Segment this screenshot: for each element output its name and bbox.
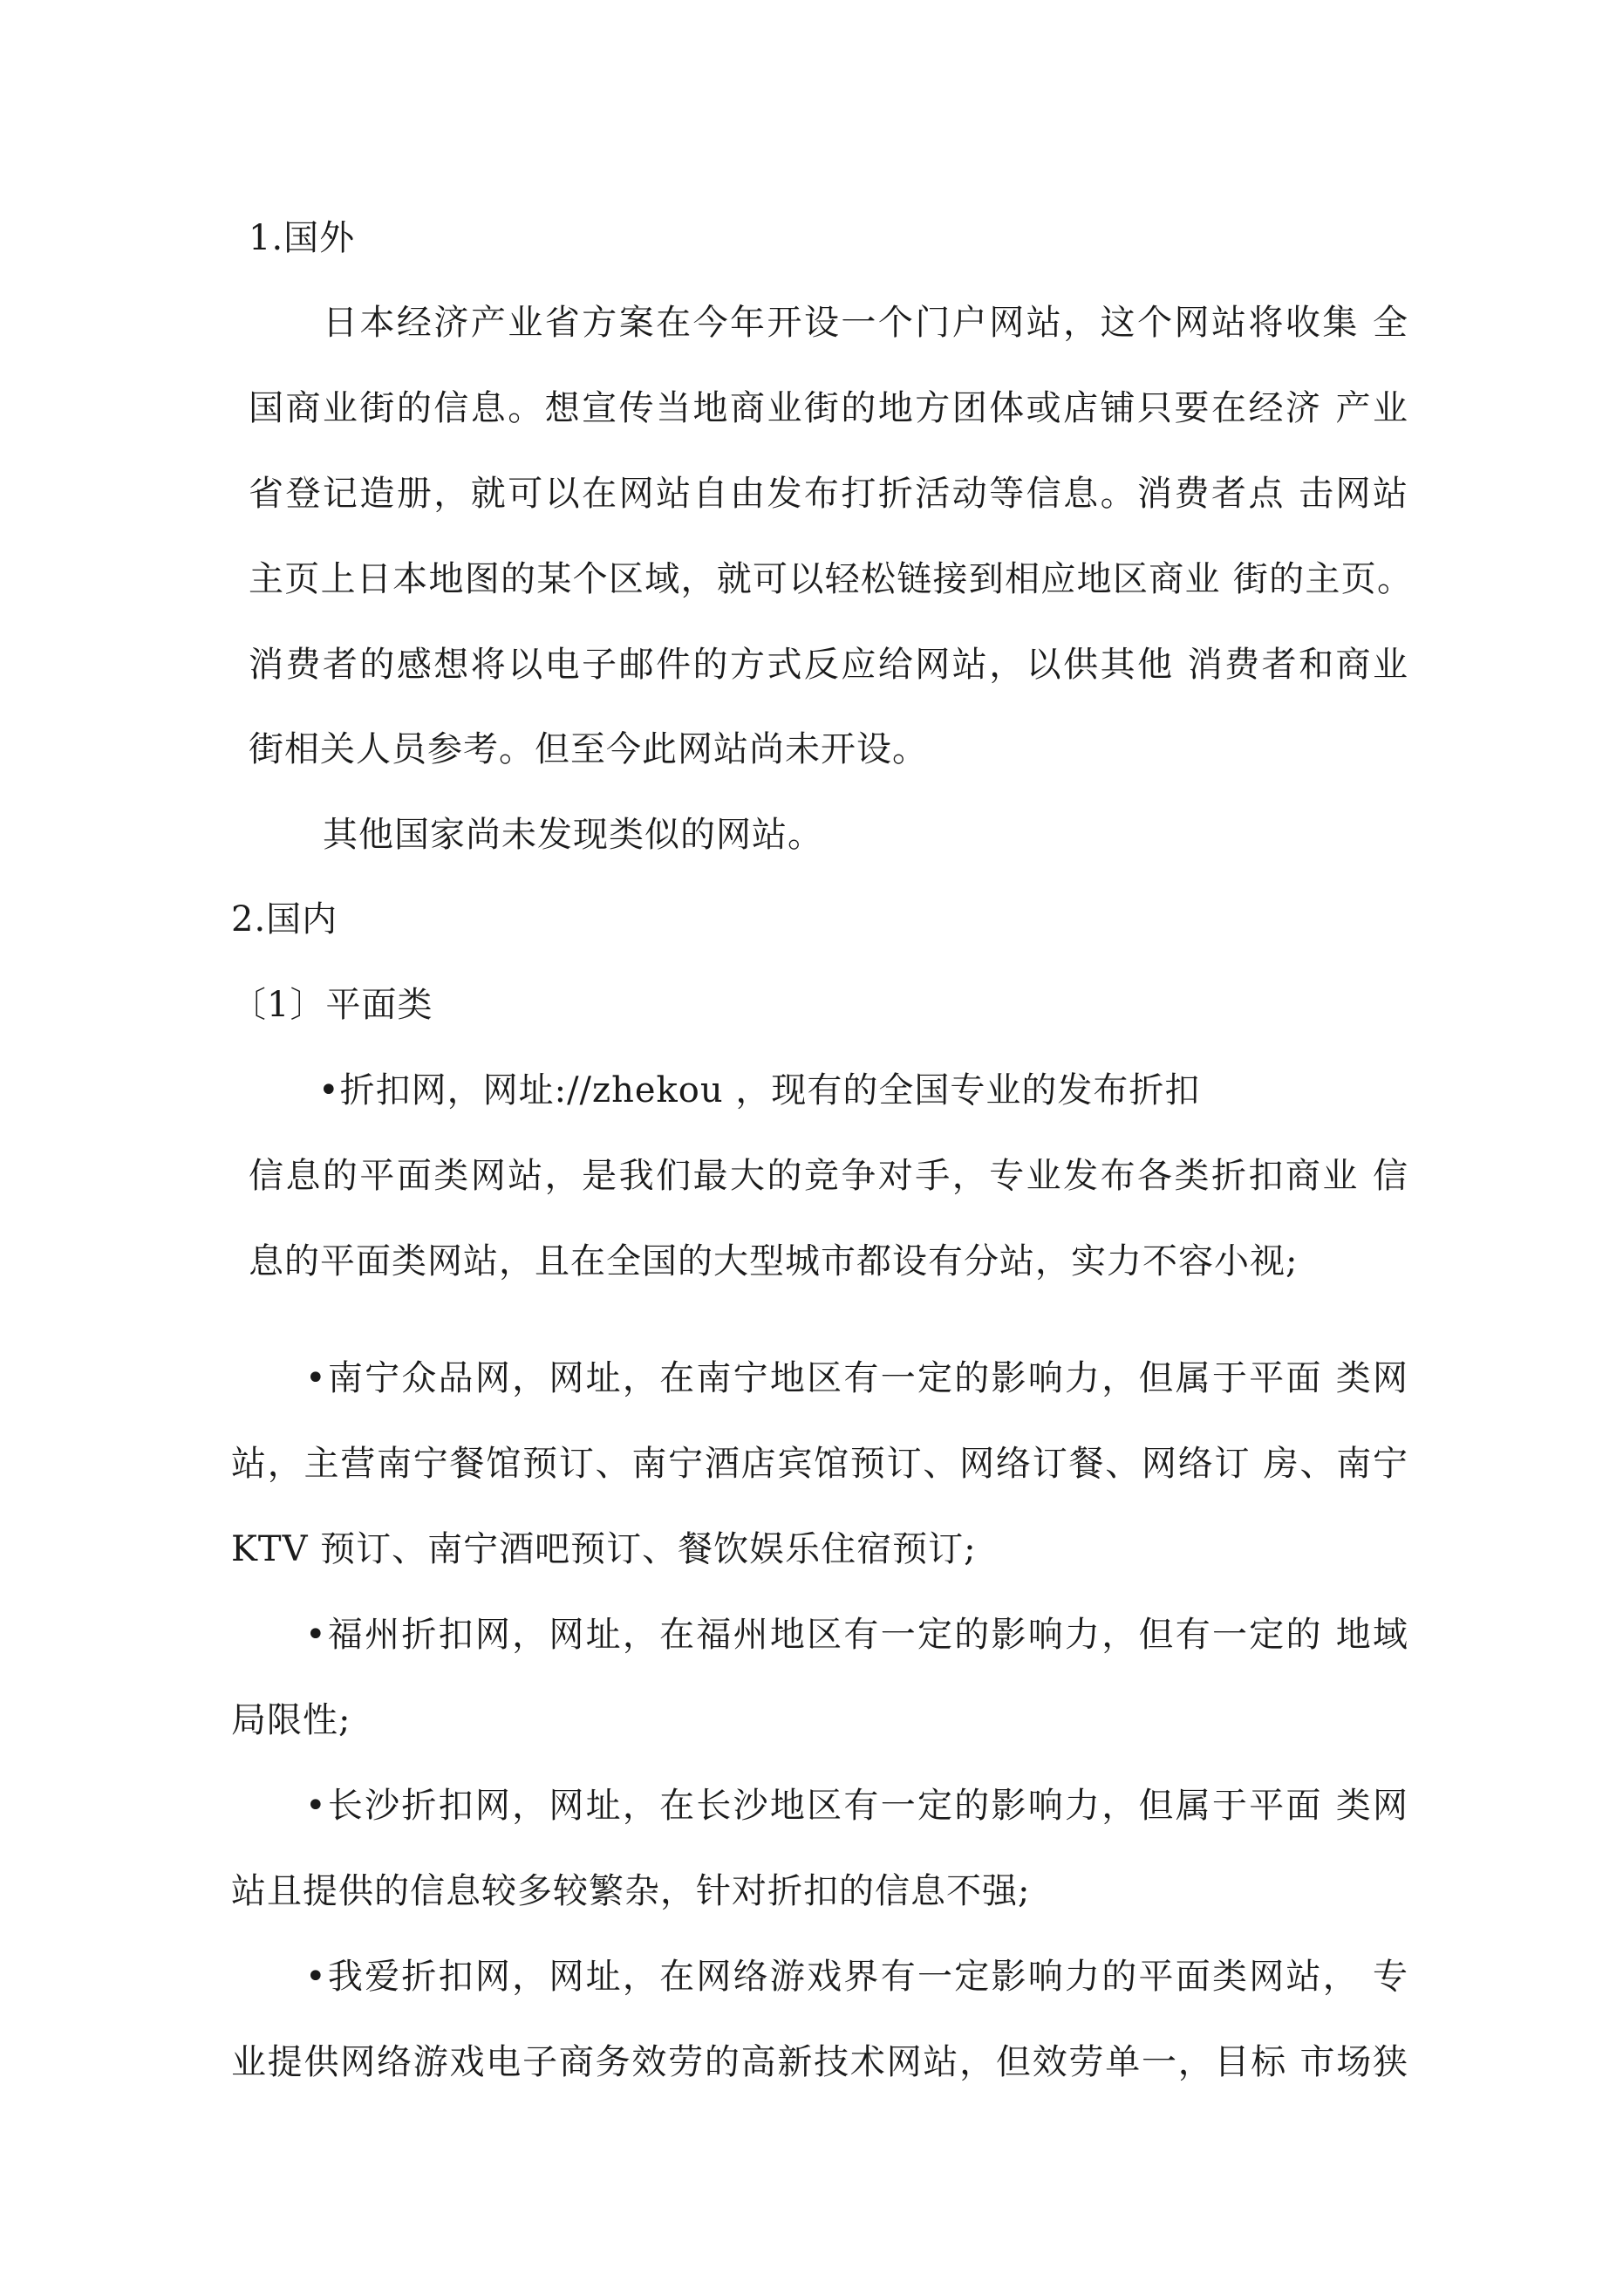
- paragraph-line: 主页上日本地图的某个区域，就可以轻松链接到相应地区商业 街的主页。: [249, 559, 1413, 599]
- list-item-line: 站，主营南宁餐馆预订、南宁酒店宾馆预订、网络订餐、网络订 房、南宁: [231, 1444, 1408, 1484]
- list-item-line: •福州折扣网，网址，在福州地区有一定的影响力，但有一定的 地域: [305, 1615, 1408, 1655]
- list-item-line: 息的平面类网站，且在全国的大型城市都设有分站，实力不容小视;: [249, 1241, 1299, 1281]
- paragraph-line: 消费者的感想将以电子邮件的方式反应给网站，以供其他 消费者和商业: [249, 645, 1408, 685]
- list-item-line: •长沙折扣网，网址，在长沙地区有一定的影响力，但属于平面 类网: [305, 1786, 1408, 1826]
- list-item-line: KTV 预订、南宁酒吧预订、餐饮娱乐住宿预订;: [231, 1529, 977, 1569]
- paragraph-line: 日本经济产业省方案在今年开设一个门户网站，这个网站将收集 全: [323, 303, 1408, 343]
- list-item-line: 信息的平面类网站，是我们最大的竞争对手，专业发布各类折扣商业 信: [249, 1156, 1408, 1196]
- list-item-line: •我爱折扣网，网址，在网络游戏界有一定影响力的平面类网站， 专: [305, 1957, 1408, 1997]
- list-item-line: 业提供网络游戏电子商务效劳的高新技术网站，但效劳单一，目标 市场狭: [231, 2042, 1408, 2082]
- list-item-line: •南宁众品网，网址，在南宁地区有一定的影响力，但属于平面 类网: [305, 1358, 1408, 1398]
- subheading-print-category: 〔1〕平面类: [231, 985, 433, 1025]
- paragraph-line: 街相关人员参考。但至今此网站尚未开设。: [249, 729, 928, 769]
- heading-domestic: 2.国内: [231, 899, 338, 940]
- paragraph-line: 其他国家尚未发现类似的网站。: [323, 815, 823, 855]
- list-item-line: •折扣网，网址://zhekou ，现有的全国专业的发布折扣: [318, 1070, 1201, 1110]
- heading-foreign: 1.国外: [249, 218, 356, 258]
- paragraph-line: 省登记造册，就可以在网站自由发布打折活动等信息。消费者点 击网站: [249, 474, 1408, 514]
- paragraph-line: 国商业街的信息。想宣传当地商业街的地方团体或店铺只要在经济 产业: [249, 388, 1408, 428]
- list-item-line: 站且提供的信息较多较繁杂，针对折扣的信息不强;: [231, 1871, 1031, 1911]
- list-item-line: 局限性;: [231, 1700, 351, 1740]
